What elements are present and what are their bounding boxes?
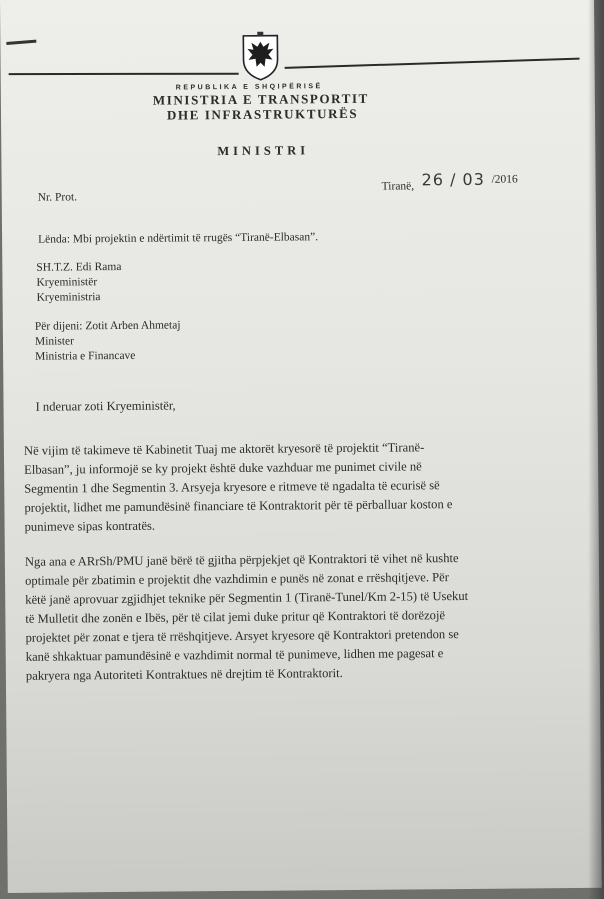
albanian-eagle-emblem-icon [240, 30, 280, 82]
paragraph-line: të Mulletit dhe zonën e Ibës, për të cilat jemi duke pritur që Kontraktori të dorëzojë [25, 608, 446, 626]
paragraph-line: Elbasan”, ju informojë se ky projekt është duke vazhduar me punimet civile në [24, 459, 422, 477]
paragraph-line: kanë shkaktuar pamundësinë e vazhdimit normal të punimeve, lidhen me pagesat e [25, 646, 444, 664]
subject-line: Lënda: Mbi projektin e ndërtimit të rrugës “Tiranë-Elbasan”. [38, 231, 319, 246]
page-edge-shadow [588, 0, 604, 899]
date-place: Tiranë, [381, 180, 415, 193]
republic-label: REPUBLIKA E SHQIPËRISË [175, 83, 323, 92]
cc-line: Për dijeni: Zotit Arben Ahmetaj [34, 319, 181, 333]
body-paragraph-2 [25, 548, 596, 686]
ministry-name-line2: DHE INFRASTRUKTURËS [166, 105, 359, 123]
recipient-office: Kryeministria [36, 291, 101, 304]
date-handwritten: 26 / 03 [421, 169, 485, 190]
recipient-title: Kryeministër [36, 276, 98, 289]
header-rule-left [9, 73, 239, 75]
protocol-number-label: Nr. Prot. [37, 191, 78, 204]
body-paragraph-1 [24, 437, 595, 537]
ministry-name-line1: MINISTRIA E TRANSPORTIT [152, 90, 369, 108]
date-year: /2016 [491, 173, 518, 186]
paragraph-line: pakryera nga Autoriteti Kontraktues në drejtim të Kontraktorit. [25, 666, 343, 683]
paragraph-line: optimale për zbatimin e projektit dhe vazhdimin e punës në zonat e rrëshqitjeve. Për [25, 570, 449, 588]
salutation: I nderuar zoti Kryeministër, [35, 398, 176, 414]
paragraph-line: projektet për zonat e tjera të rrëshqitjeve. Arsyet kryesore që Kontraktori pretendon se [25, 627, 459, 645]
pen-mark [6, 40, 36, 45]
cc-office: Ministria e Financave [35, 349, 136, 363]
paragraph-line: Në vijim të takimeve të Kabinetit Tuaj me aktorët kryesorë të projektit “Tiranë- [23, 440, 425, 458]
cc-title: Minister [34, 335, 75, 348]
paragraph-line: këtë janë aprovuar zgjidhjet teknike për Segmentin 1 (Tiranë-Tunel/Km 2-15) të Usekut [25, 588, 469, 607]
paragraph-line: punimeve sipas kontratës. [24, 518, 156, 534]
paragraph-line: projektit, lidhet me pamundësinë financiare të Kontraktorit për të përballuar koston e [24, 497, 453, 515]
header-rule-right [285, 58, 580, 69]
department-title: MINISTRI [217, 143, 310, 159]
recipient-name: SH.T.Z. Edi Rama [36, 260, 122, 274]
paragraph-line: Segmentin 1 dhe Segmentin 3. Arsyeja kryesore e ritmeve të ngadalta të ecurisë së [24, 478, 440, 496]
paragraph-line: Nga ana e ARrSh/PMU janë bërë të gjitha përpjekjet që Kontraktori të vihet në kushte [24, 551, 459, 569]
